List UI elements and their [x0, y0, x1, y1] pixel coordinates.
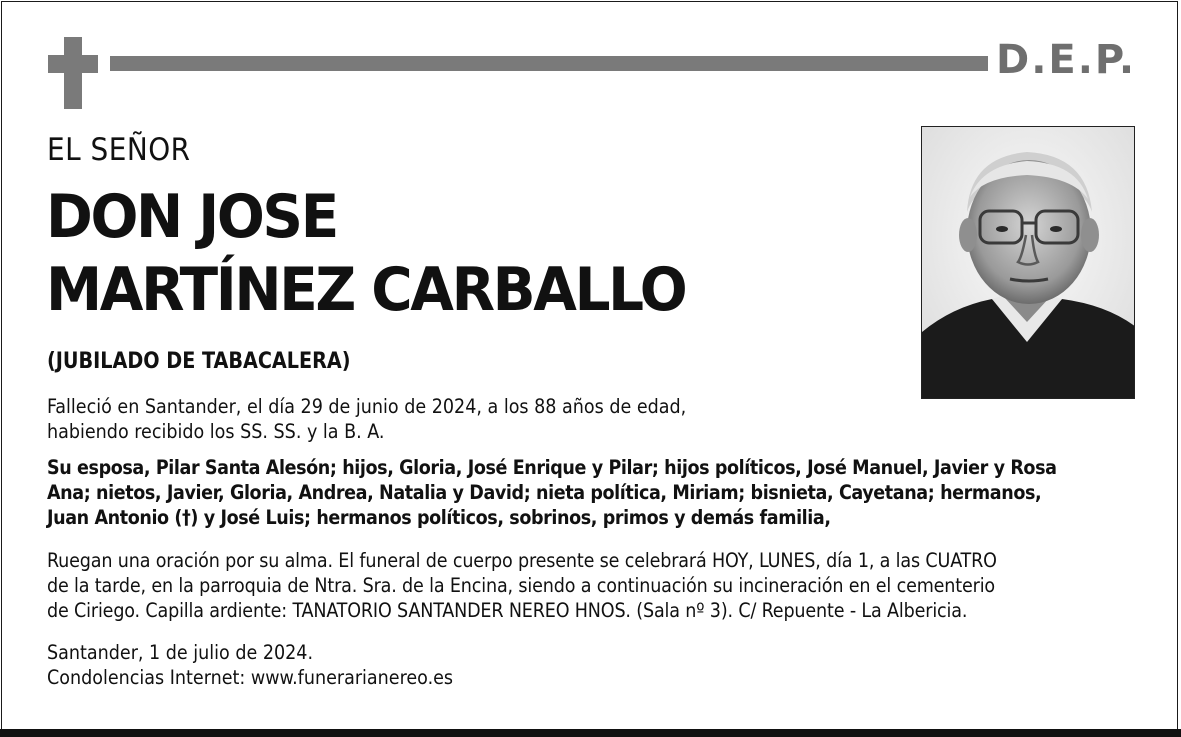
- occupation: (JUBILADO DE TABACALERA): [47, 349, 351, 374]
- death-notice-line: Falleció en Santander, el día 29 de junio de 2024, a los 88 años de edad,: [47, 395, 687, 418]
- portrait-photo: [921, 126, 1135, 399]
- deceased-name: [46, 181, 685, 327]
- header-rule: [110, 56, 988, 71]
- death-notice: [47, 394, 887, 444]
- name-line-1: DON JOSE: [46, 182, 337, 252]
- funeral-line: de la tarde, en la parroquia de Ntra. Sra. de la Encina, siendo a continuación su incineración en el cementerio: [47, 574, 996, 597]
- family-line: Juan Antonio (†) y José Luis; hermanos políticos, sobrinos, primos y demás familia,: [47, 506, 831, 529]
- family-line: Su esposa, Pilar Santa Alesón; hijos, Gloria, José Enrique y Pilar; hijos políticos, José Manuel, Javier y Rosa: [47, 456, 1057, 479]
- name-line-2: MARTÍNEZ CARBALLO: [46, 255, 686, 325]
- family-list: [47, 455, 1142, 530]
- funeral-line: Ruegan una oración por su alma. El funeral de cuerpo presente se celebrará HOY, LUNES, día 1, a las CUATRO: [47, 549, 997, 572]
- dep-label: D.E.P.: [996, 37, 1137, 83]
- funeral-details: [47, 548, 1142, 623]
- bottom-rule: [0, 729, 1181, 737]
- funeral-line: de Ciriego. Capilla ardiente: TANATORIO SANTANDER NEREO HNOS. (Sala nº 3). C/ Repuente - La Albericia.: [47, 599, 968, 622]
- footer: [47, 640, 947, 690]
- death-notice-line: habiendo recibido los SS. SS. y la B. A.: [47, 420, 385, 443]
- condolences-link[interactable]: Condolencias Internet: www.funerarianereo.es: [47, 666, 454, 689]
- honorific: EL SEÑOR: [47, 132, 191, 168]
- place-date: Santander, 1 de julio de 2024.: [47, 641, 314, 664]
- cross-icon: [48, 37, 98, 109]
- family-line: Ana; nietos, Javier, Gloria, Andrea, Natalia y David; nieta política, Miriam; bisnieta, Cayetana; hermanos,: [47, 481, 1042, 504]
